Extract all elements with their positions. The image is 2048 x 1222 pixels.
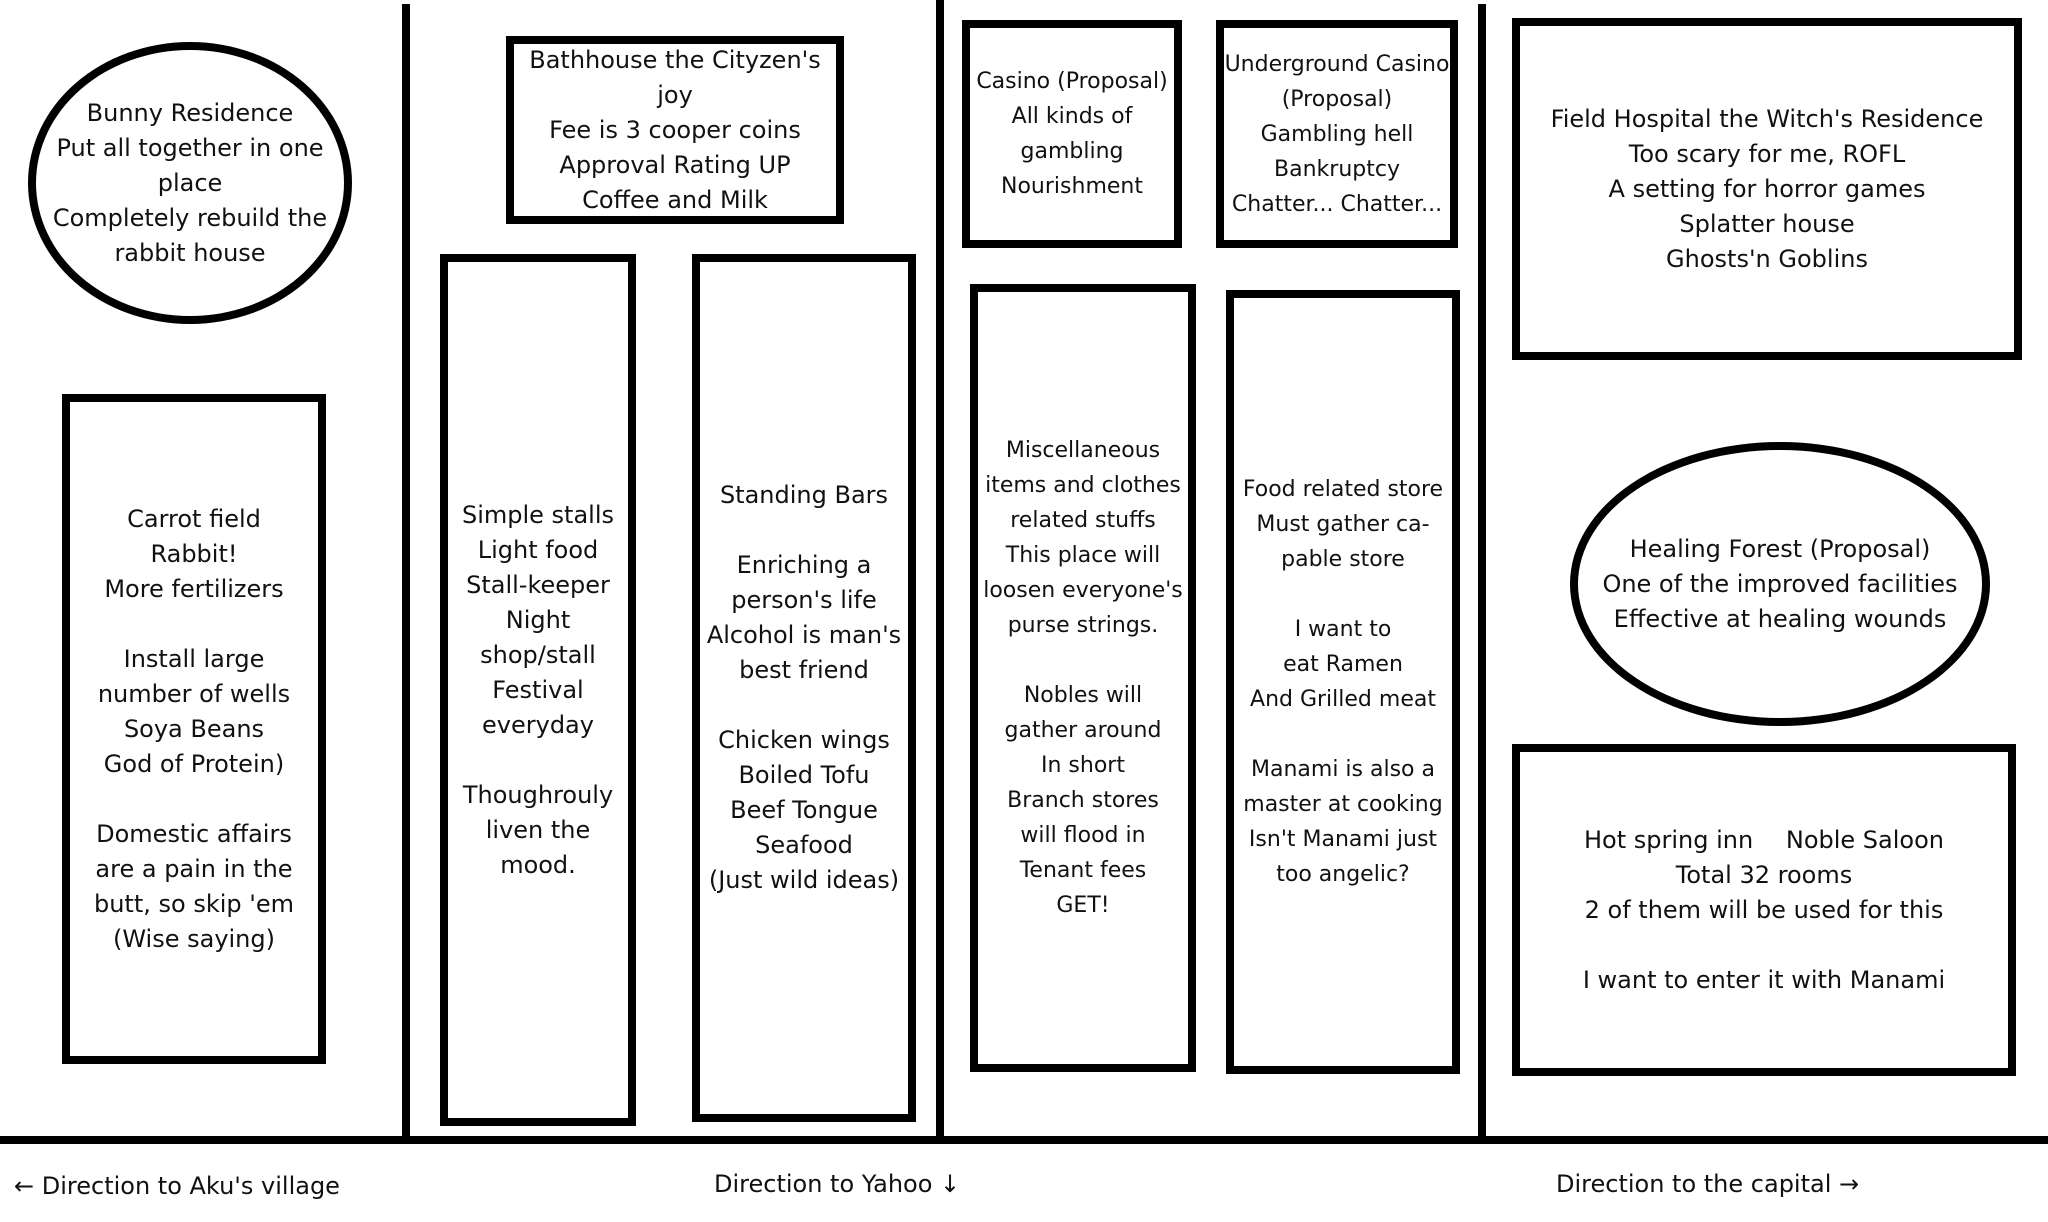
simple-stalls-zone <box>440 254 636 1126</box>
bathhouse-zone <box>506 36 844 224</box>
carrot-field-text: Carrot field Rabbit! More fertilizers Install large number of wells Soya Beans God of Protein) Domestic affairs are a pain in the butt, so skip 'em (Wise saying) <box>93 504 294 953</box>
carrot-field-zone <box>62 394 326 1064</box>
casino-text: Casino (Proposal) All kinds of gambling Nourishment <box>976 69 1168 199</box>
field-hospital-zone <box>1512 18 2022 360</box>
field-hospital-text: Field Hospital the Witch's Residence Too scary for me, ROFL A setting for horror games Splatter house Ghosts'n Goblins <box>1550 104 1984 273</box>
bunny-residence-zone <box>28 42 352 324</box>
healing-forest-text: Healing Forest (Proposal) One of the improved facilities Effective at healing wounds <box>1602 534 1958 633</box>
hot-spring-header-row <box>1584 823 1944 858</box>
direction-capital: Direction to the capital → <box>1556 1170 1860 1198</box>
hot-spring-inn-label: Hot spring inn <box>1583 825 1754 854</box>
noble-saloon-label: Noble Saloon <box>1785 825 1944 854</box>
healing-forest-zone <box>1570 442 1990 726</box>
misc-items-text: Miscellaneous items and clothes related stuffs This place will loosen everyone's purse strings. Nobles will gather around In short Branch stores will flood in Tenant fees GET! <box>983 438 1183 918</box>
hot-spring-content <box>1583 823 1945 998</box>
food-store-text: Food related store Must gather ca- pable store I want to eat Ramen And Grilled meat Manami is also a master at cooking Isn't Manami just too angelic? <box>1242 477 1444 887</box>
bathhouse-text: Bathhouse the Cityzen's joy Fee is 3 cooper coins Approval Rating UP Coffee and Milk <box>529 45 821 214</box>
casino-zone <box>962 20 1182 248</box>
divider-line-3 <box>1478 4 1486 1140</box>
divider-line-1 <box>402 4 410 1140</box>
simple-stalls-text: Simple stalls Light food Stall-keeper Night shop/stall Festival everyday Thoughrouly liven the mood. <box>461 500 615 879</box>
food-store-zone <box>1226 290 1460 1074</box>
underground-casino-text: Underground Casino (Proposal) Gambling hell Bankruptcy Chatter... Chatter... <box>1224 51 1450 217</box>
bunny-residence-text: Bunny Residence Put all together in one place Completely rebuild the rabbit house <box>52 98 328 267</box>
hot-spring-zone <box>1512 744 2016 1076</box>
standing-bars-text: Standing Bars Enriching a person's life Alcohol is man's best friend Chicken wings Boiled Tofu Beef Tongue Seafood (Just wild ideas) <box>706 481 902 894</box>
hot-spring-text: Total 32 rooms 2 of them will be used for this I want to enter it with Manami <box>1582 860 1946 994</box>
underground-casino-zone <box>1216 20 1458 248</box>
standing-bars-zone <box>692 254 916 1122</box>
direction-yahoo: Direction to Yahoo ↓ <box>714 1170 961 1198</box>
misc-items-zone <box>970 284 1196 1072</box>
road-line-horizontal <box>0 1136 2048 1144</box>
direction-aku-village: ← Direction to Aku's village <box>14 1172 340 1200</box>
divider-line-2 <box>936 0 944 1140</box>
